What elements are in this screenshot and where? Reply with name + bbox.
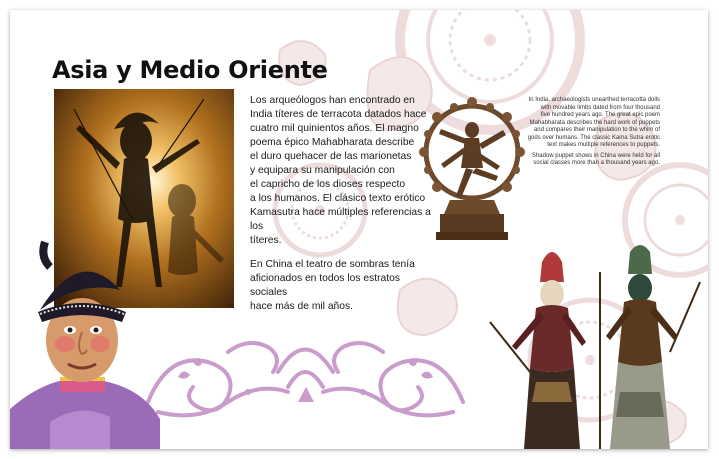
text-line: aficionados en todos los estratos sociales	[250, 273, 400, 298]
english-paragraph-china	[522, 153, 660, 168]
left-puppet	[512, 252, 586, 449]
text-line: títeres.	[250, 235, 282, 246]
text-line: In India, archaeologists unearthed terracotta dolls	[528, 97, 660, 103]
text-line: el duro quehacer de las marionetas	[250, 151, 412, 162]
text-line: text makes multiple references to puppets.	[547, 142, 660, 148]
text-line: Shadow puppet shows in China were held for all	[531, 152, 660, 159]
hand-puppet-head	[10, 232, 160, 449]
english-paragraph-india	[522, 97, 660, 150]
text-line: Kamasutra hace múltiples referencias a los	[250, 207, 431, 232]
text-line: y equipara su manipulación con	[250, 165, 395, 176]
text-line: poema épico Mahabharata describe	[250, 137, 415, 148]
text-line: el capricho de los dioses respecto	[250, 179, 406, 190]
text-line: Mahabharata describes the hard work of puppets	[529, 119, 660, 126]
right-puppet	[606, 245, 678, 449]
text-line: five hundred years ago. The great epic poem	[540, 112, 660, 118]
text-line: with movable limbs dated from four thousand	[540, 104, 660, 111]
book-page	[10, 10, 708, 449]
text-line: social classes more than a thousand years ago.	[533, 160, 660, 166]
page-title: Asia y Medio Oriente	[52, 56, 328, 85]
text-line: cuatro mil quinientos años. El magno	[250, 123, 419, 134]
text-line: En China el teatro de sombras tenía	[250, 259, 415, 270]
dragon-ornament	[138, 332, 473, 424]
text-line: and compares their manipulation to the whim of	[533, 127, 660, 133]
text-line: Los arqueólogos han encontrado en	[250, 95, 415, 106]
english-body-text	[522, 97, 660, 171]
nataraja-statue	[410, 82, 535, 244]
text-line: a los humanos. El clásico texto erótico	[250, 193, 426, 204]
paragraph-china	[250, 258, 440, 314]
text-line: India títeres de terracota datados hace	[250, 109, 427, 120]
text-line: hace más de mil años.	[250, 301, 354, 312]
wayang-golek-puppets	[480, 242, 708, 449]
text-line: gods over humans. The classic Kama Sutra erotic	[527, 134, 660, 141]
